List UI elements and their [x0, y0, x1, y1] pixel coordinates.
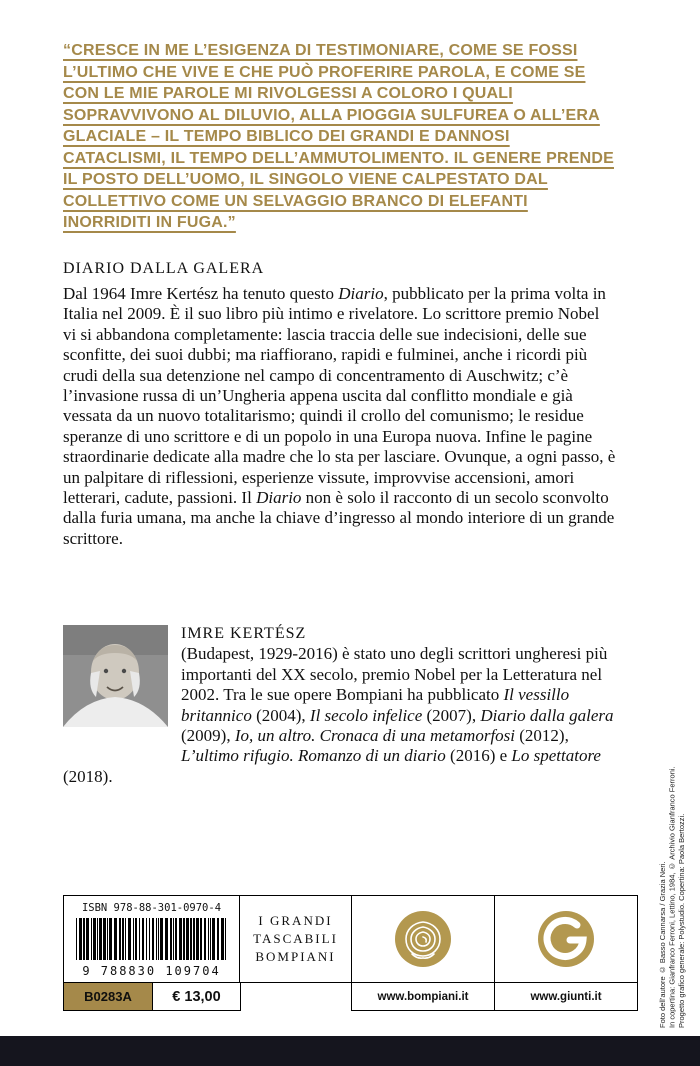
product-code-badge: B0283A: [63, 982, 153, 1011]
credit-line-3: Progetto grafico generale: Polystudio. Copertina: Paola Bertozzi.: [676, 813, 686, 1028]
bompiani-logo-icon: [394, 910, 452, 968]
description-paragraph: Dal 1964 Imre Kertész ha tenuto questo Diario, pubblicato per la prima volta in Italia nel 2009. È il suo libro più intimo e rivelatore. Lo scrittore premio Nobel vi si abbandona completamente: lascia traccia delle sue indecisioni, delle sue sconfitte, dei suoi dubbi; ma riaffiorano, rapidi e fulminei, anche i ricordi più crudi della sua detenzione nel campo di concentramento di Auschwitz; c’è l’invasione russa di un’Ungheria appena uscita dal conflitto mondiale e già vessata da un nuovo totalitarismo; quindi il crollo del comunismo; le residue speranze di uno scrittore e di un popolo in una Europa nuova. Infine le pagine straordinarie dedicate alla madre che lo sta per lasciare. Ovunque, a ogni passo, è un palpitare di riflessioni, esperienze vissute, improvvise accensioni, amori letterari, cadute, passioni. Il Diario non è solo il racconto di un secolo sconvolto dalla furia umana, ma anche la chiave d’ingresso al mondo interiore di un grande scrittore.: [63, 284, 616, 548]
giunti-url: www.giunti.it: [494, 982, 638, 1011]
series-line-3: BOMPIANI: [255, 949, 336, 964]
author-photo-placeholder: [63, 625, 168, 727]
isbn-label: ISBN 978-88-301-0970-4: [81, 902, 222, 914]
commerce-strip: [63, 895, 638, 1012]
author-bio-section: [63, 622, 623, 787]
barcode-bars: [76, 918, 228, 960]
credit-line-1: Foto dell’autore © Basso Cannarsa / Grazia Neri.: [657, 861, 667, 1028]
author-name: IMRE KERTÉSZ: [181, 625, 307, 642]
author-bio-text: (Budapest, 1929-2016) è stato uno degli scrittori ungheresi più importanti del XX secolo, premio Nobel per la Letteratura nel 2002. Tra le sue opere Bompiani ha pubblicato Il vessillo britannico (2004), Il secolo infelice (2007), Diario dalla galera (2009), Io, un altro. Cronaca di una metamorfosi (2012), L’ultimo rifugio. Romanzo di un diario (2016) e Lo spettatore (2018).: [63, 644, 614, 786]
photo-credits: [658, 733, 687, 1028]
author-photo: [63, 625, 168, 727]
series-line-2: TASCABILI: [253, 931, 338, 946]
credit-line-2: In copertina: Gianfranco Ferroni, Lettino, 1984, © Archivio Gianfranco Ferroni.: [667, 766, 676, 1028]
footer-bar: [0, 1036, 700, 1066]
series-line-1: I GRANDI: [258, 913, 333, 928]
ean-number: 9 788830 109704: [82, 964, 221, 978]
giunti-logo-icon: [537, 910, 595, 968]
price-label: € 13,00: [152, 982, 241, 1011]
series-title: [239, 895, 352, 983]
bompiani-url: www.bompiani.it: [351, 982, 495, 1011]
cover-quote: “CRESCE IN ME L’ESIGENZA DI TESTIMONIARE, COME SE FOSSI L’ULTIMO CHE VIVE E CHE PUÒ PROFERIRE PAROLA, E COME SE CON LE MIE PAROLE MI RIVOLGESSI A COLORO I QUALI SOPRAVVIVONO AL DILUVIO, ALLA PIOGGIA SULFUREA O ALL’ERA GLACIALE – IL TEMPO BIBLICO DEI GRANDI E DANNOSI CATACLISMI, IL TEMPO DELL’AMMUTOLIMENTO. IL GENERE PRENDE IL POSTO DELL’UOMO, IL SINGOLO VIENE CALPESTATO DAL COLLETTIVO COME UN SELVAGGIO BRANCO DI ELEFANTI INORRIDITI IN FUGA.”: [63, 42, 614, 231]
section-title: DIARIO DALLA GALERA: [63, 260, 265, 277]
barcode-box: [63, 895, 240, 983]
bompiani-logo-box: [351, 895, 495, 983]
giunti-logo-box: [494, 895, 638, 983]
